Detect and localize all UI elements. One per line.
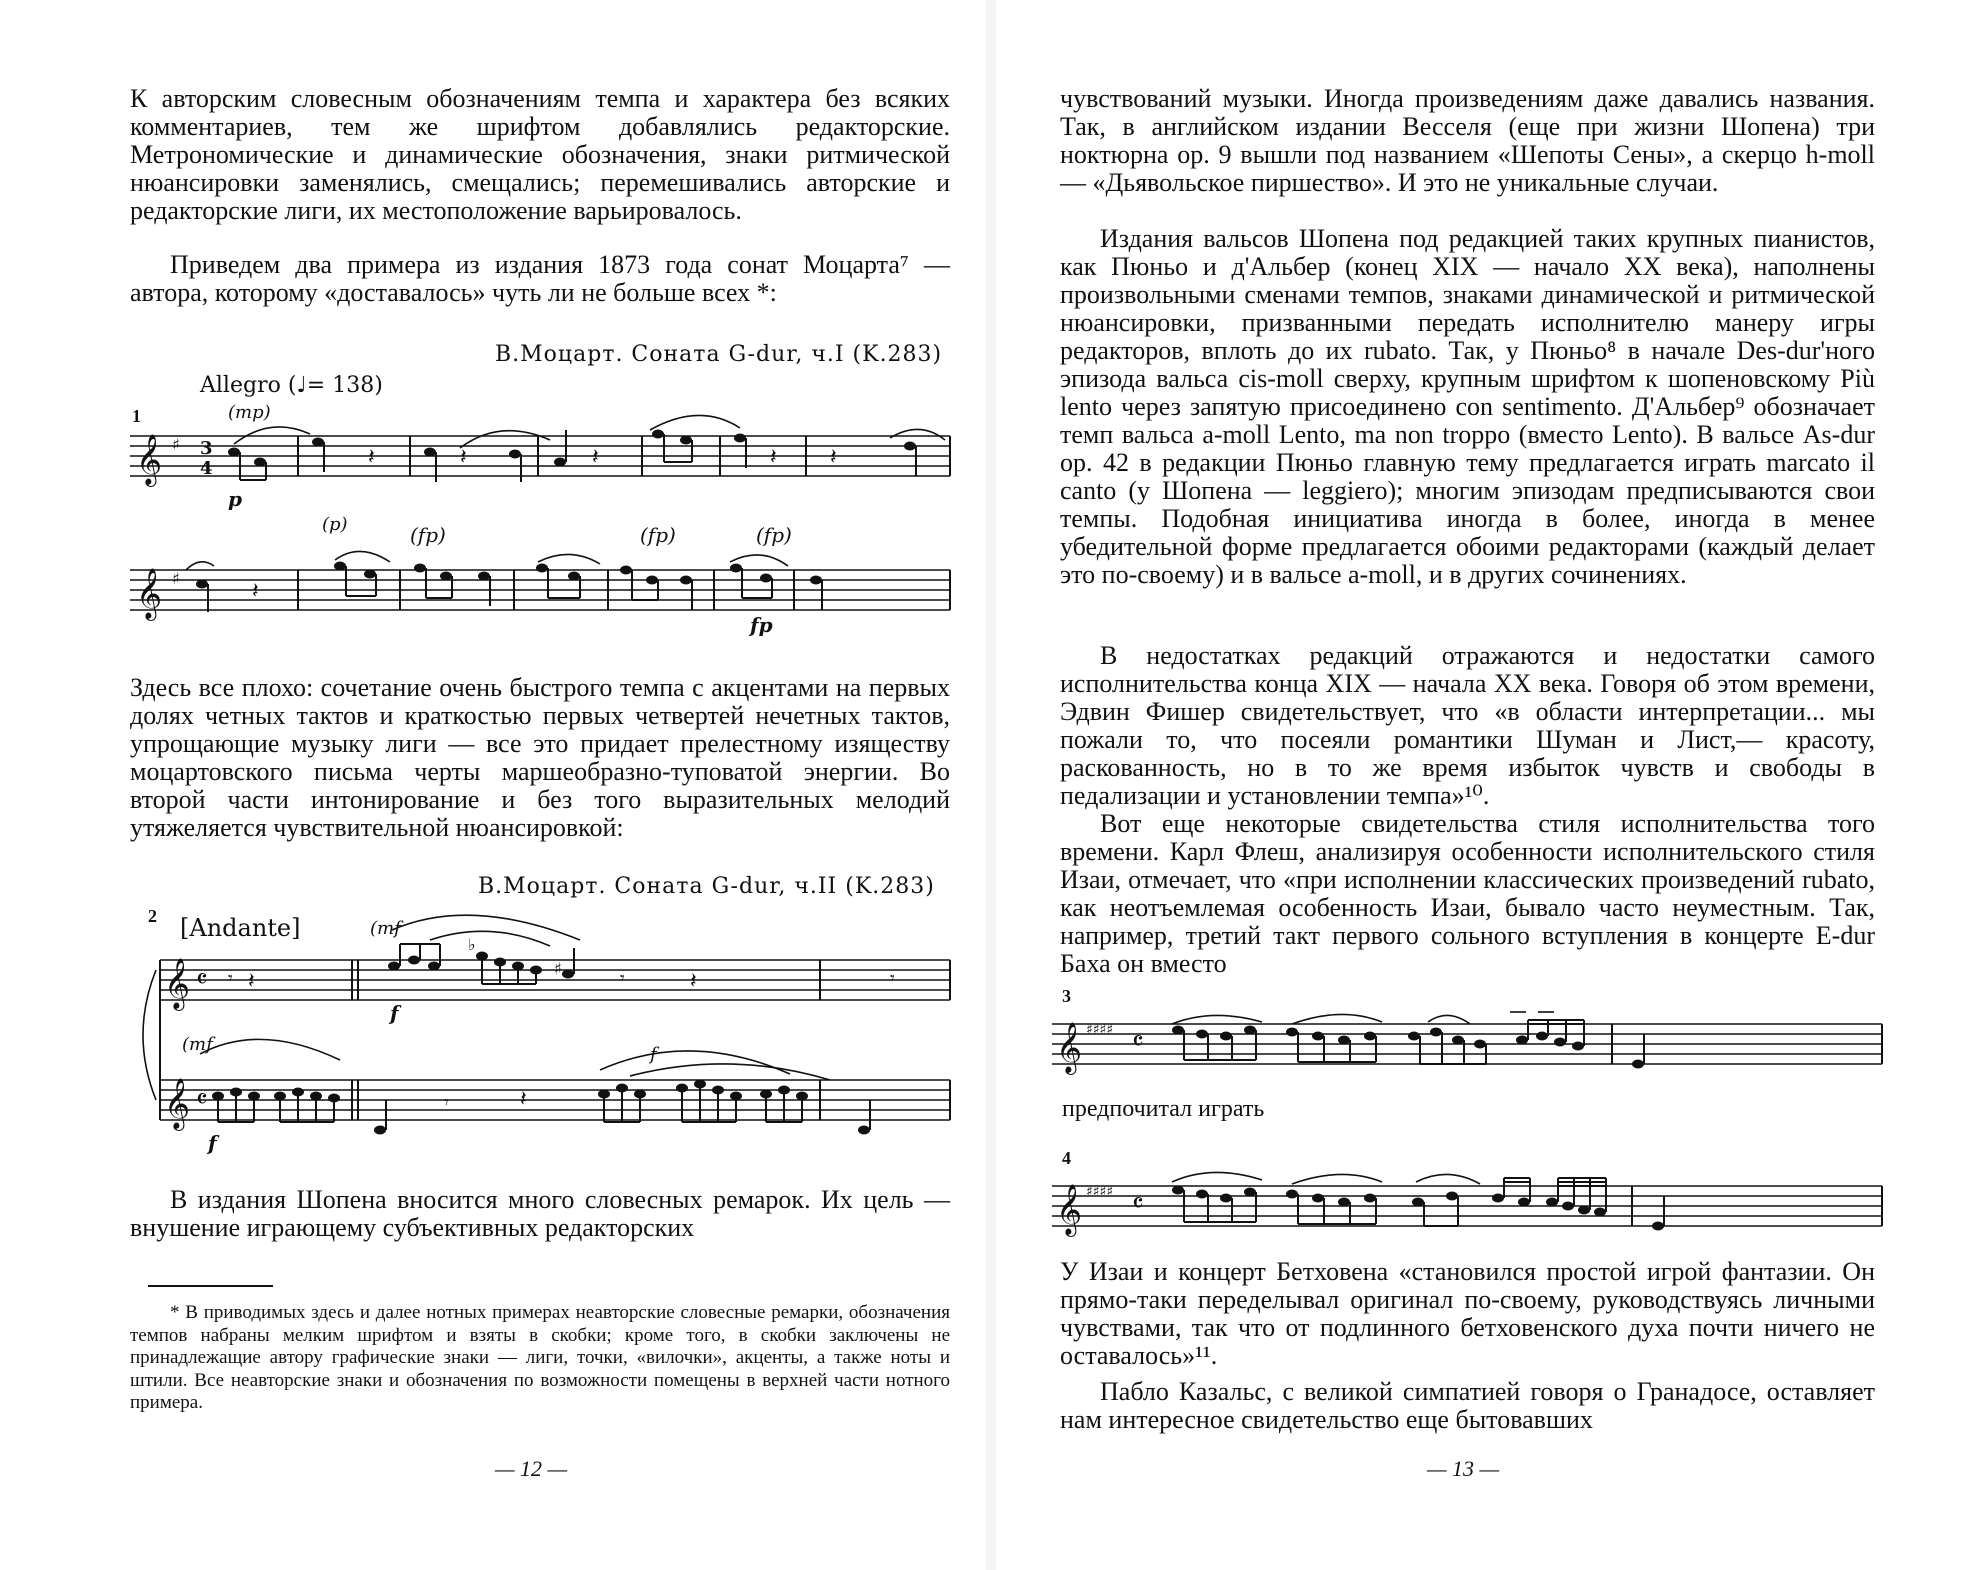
dyn-fp-3: (fp): [756, 523, 792, 547]
svg-text:𝄽: 𝄽: [252, 579, 259, 604]
dyn-fp-1: (fp): [410, 523, 446, 547]
svg-text:𝄽: 𝄽: [830, 445, 837, 470]
dyn-ex2-f-upper: f: [390, 1001, 399, 1025]
svg-text:𝄾: 𝄾: [444, 1092, 449, 1113]
example-1-notation: [130, 370, 960, 640]
right-para-5: У Изаи и концерт Бетховена «становился простой игрой фантазии. Он прямо-таки переделывал оригинал по-своему, руководствуясь личными чувствами, так что от подлинного бетховенского духа почти ничего не оставалось»¹¹.: [1060, 1257, 1875, 1370]
svg-text:♯♯♯♯: ♯♯♯♯: [1086, 1184, 1114, 1200]
dyn-ex2-f-middle: f: [650, 1044, 657, 1065]
svg-text:𝄽: 𝄽: [592, 445, 599, 470]
svg-text:𝄴: 𝄴: [196, 1085, 208, 1115]
ex3-notes: [1172, 1012, 1882, 1069]
svg-text:4: 4: [200, 458, 213, 479]
dyn-p-paren: (p): [322, 514, 348, 535]
left-para-1: К авторским словесным обозначениям темпа и характера без всяких комментариев, тем же шрифтом добавлялись редакторские. Метрономические и динамические обозначения, знаки ритмической нюансировки заменялись, смещались; перемешивались авторские и редакторские лиги, их местоположение варьировалось.: [130, 84, 950, 225]
right-para-6: Пабло Казальс, с великой симпатией говоря о Гранадосе, оставляет нам интересное свидетельство еще бытовавших: [1060, 1377, 1875, 1434]
svg-text:𝄴: 𝄴: [1132, 1027, 1144, 1057]
svg-text:♯♯♯♯: ♯♯♯♯: [1086, 1022, 1114, 1038]
svg-text:3: 3: [200, 438, 213, 459]
dyn-p: p: [228, 487, 242, 511]
right-page: [992, 0, 1984, 1570]
left-para-2: Приведем два примера из издания 1873 года сонат Моцарта⁷ — автора, которому «доставалось» чуть ли не больше всех *:: [130, 250, 950, 307]
example-1-number: 1: [132, 406, 141, 426]
example-2-tempo: [Andante]: [180, 914, 301, 942]
footnote-rule: [148, 1285, 273, 1287]
right-para-2: Издания вальсов Шопена под редакцией таких крупных пианистов, как Пюньо и д'Альбер (конец XIX — начало XX века), наполнены произвольными сменами темпов, знаками динамической и ритмической нюансировки, призванными передать исполнителю манеру игры редакторов, вплоть до их rubato. Так, у Пюньо⁸ в начале Des-dur'ного эпизода вальса cis-moll сверху, крупным шрифтом к шопеновскому Più lento через запятую присоединено con sentimento. Д'Альбер⁹ обозначает темп вальса a-moll Lento, ma non troppo (вместо Lento). В вальсе As-dur ор. 42 в редакции Пюньо главную тему предлагается играть marcato il canto (у Шопена — leggiero); многим эпизодам предписываются свои темпы. Подобная инициатива иногда в более, иногда в менее убедительной форме предлагается обоими редакторами (каждый делает это по-своему) и в вальсе a-moll, и в других сочинениях.: [1060, 224, 1875, 589]
svg-text:𝄞: 𝄞: [1056, 1184, 1083, 1235]
right-para-1: чувствований музыки. Иногда произведениям даже давались названия. Так, в английском издании Весселя (еще при жизни Шопена) три ноктюрна ор. 9 вышли под названием «Шепоты Сены», а скерцо h-moll — «Дьявольское пиршество». И это не уникальные случаи.: [1060, 84, 1875, 197]
svg-text:𝄽: 𝄽: [690, 969, 697, 994]
svg-text:𝄽: 𝄽: [520, 1087, 527, 1112]
svg-text:𝄾: 𝄾: [890, 968, 895, 989]
dyn-ex2-mf-upper: (mf: [370, 918, 401, 939]
svg-text:𝄴: 𝄴: [196, 965, 208, 995]
left-para-4: В издания Шопена вносится много словесных ремарок. Их цель — внушение играющему субъективных редакторских: [130, 1185, 950, 1242]
example-1-tempo: Allegro (♩= 138): [200, 373, 383, 398]
dyn-fp-bottom: fp: [750, 613, 773, 637]
svg-text:𝄞: 𝄞: [164, 958, 191, 1009]
left-para-3: Здесь все плохо: сочетание очень быстрого темпа с акцентами на первых долях четных тактов и краткостью первых четвертей нечетных тактов, упрощающие музыку лиги — все это придает прелестному изяществу моцартовского письма черты маршеобразно-туповатой энергии. Во второй части интонирование и без того выразительных мелодий утяжеляется чувствительной нюансировкой:: [130, 673, 950, 842]
example-4-number: 4: [1062, 1148, 1071, 1168]
between-examples-label: предпочитал играть: [1062, 1096, 1265, 1122]
dyn-fp-2: (fp): [640, 523, 676, 547]
example-1-caption: В.Моцарт. Соната G-dur, ч.I (K.283): [495, 342, 943, 367]
example-3-number: 3: [1062, 986, 1071, 1006]
example-2-notation: [130, 900, 960, 1180]
staff-lines-1: [130, 436, 950, 476]
left-page-number: — 12 —: [495, 1456, 568, 1481]
svg-text:𝄞: 𝄞: [164, 1078, 191, 1129]
svg-text:♯: ♯: [172, 569, 180, 588]
svg-text:𝄾: 𝄾: [620, 968, 625, 989]
svg-text:𝄽: 𝄽: [460, 445, 467, 470]
right-para-3: В недостатках редакций отражаются и недостатки самого исполнительства конца XIX — начала XX века. Говоря об этом времени, Эдвин Фишер свидетельствует, что «в области интерпретации... мы пожали то, что посеяли романтики Шуман и Лист,— красоту, раскованность, но в то же время избыток чувств и свободы в педализации и установлении темпа»¹⁰.: [1060, 641, 1875, 810]
svg-text:𝄞: 𝄞: [1056, 1022, 1083, 1073]
example-4-notation: [1052, 1146, 1892, 1256]
svg-text:♯: ♯: [172, 435, 180, 454]
svg-text:𝄞: 𝄞: [136, 568, 163, 619]
svg-text:𝄽: 𝄽: [368, 445, 375, 470]
dyn-ex2-mf-lower: (mf: [182, 1034, 213, 1055]
svg-text:𝄽: 𝄽: [248, 969, 255, 994]
right-para-4: Вот еще некоторые свидетельства стиля исполнительства того времени. Карл Флеш, анализируя особенности исполнительского стиля Изаи, отмечает, что «при исполнении классических произведений rubato, как неотъемлемая особенность Изаи, бывало часто неуместным. Так, например, третий такт первого сольного вступления в концерте E-dur Баха он вместо: [1060, 809, 1875, 978]
example-3-notation: [1052, 984, 1892, 1094]
svg-text:♯: ♯: [554, 959, 562, 978]
svg-text:𝄞: 𝄞: [136, 434, 163, 485]
svg-text:𝄾: 𝄾: [228, 968, 233, 989]
svg-text:𝄴: 𝄴: [1132, 1189, 1144, 1219]
example-2-caption: В.Моцарт. Соната G-dur, ч.II (K.283): [478, 874, 935, 899]
example-2-number: 2: [148, 906, 157, 926]
dyn-ex2-f-lower: f: [208, 1131, 217, 1155]
svg-text:♭: ♭: [468, 935, 476, 954]
right-page-number: — 13 —: [1427, 1456, 1500, 1481]
svg-text:𝄽: 𝄽: [770, 445, 777, 470]
dyn-mp: (mp): [228, 402, 271, 423]
left-footnote: * В приводимых здесь и далее нотных примерах неавторские словесные ремарки, обозначения темпов набраны мелким шрифтом и взяты в скобки; кроме того, в скобки заключены не принадлежащие автору графические знаки — лиги, точки, «вилочки», акценты, а также ноты и штили. Все неавторские знаки и обозначения по возможности помещены в верхней части нотного примера.: [130, 1302, 950, 1413]
